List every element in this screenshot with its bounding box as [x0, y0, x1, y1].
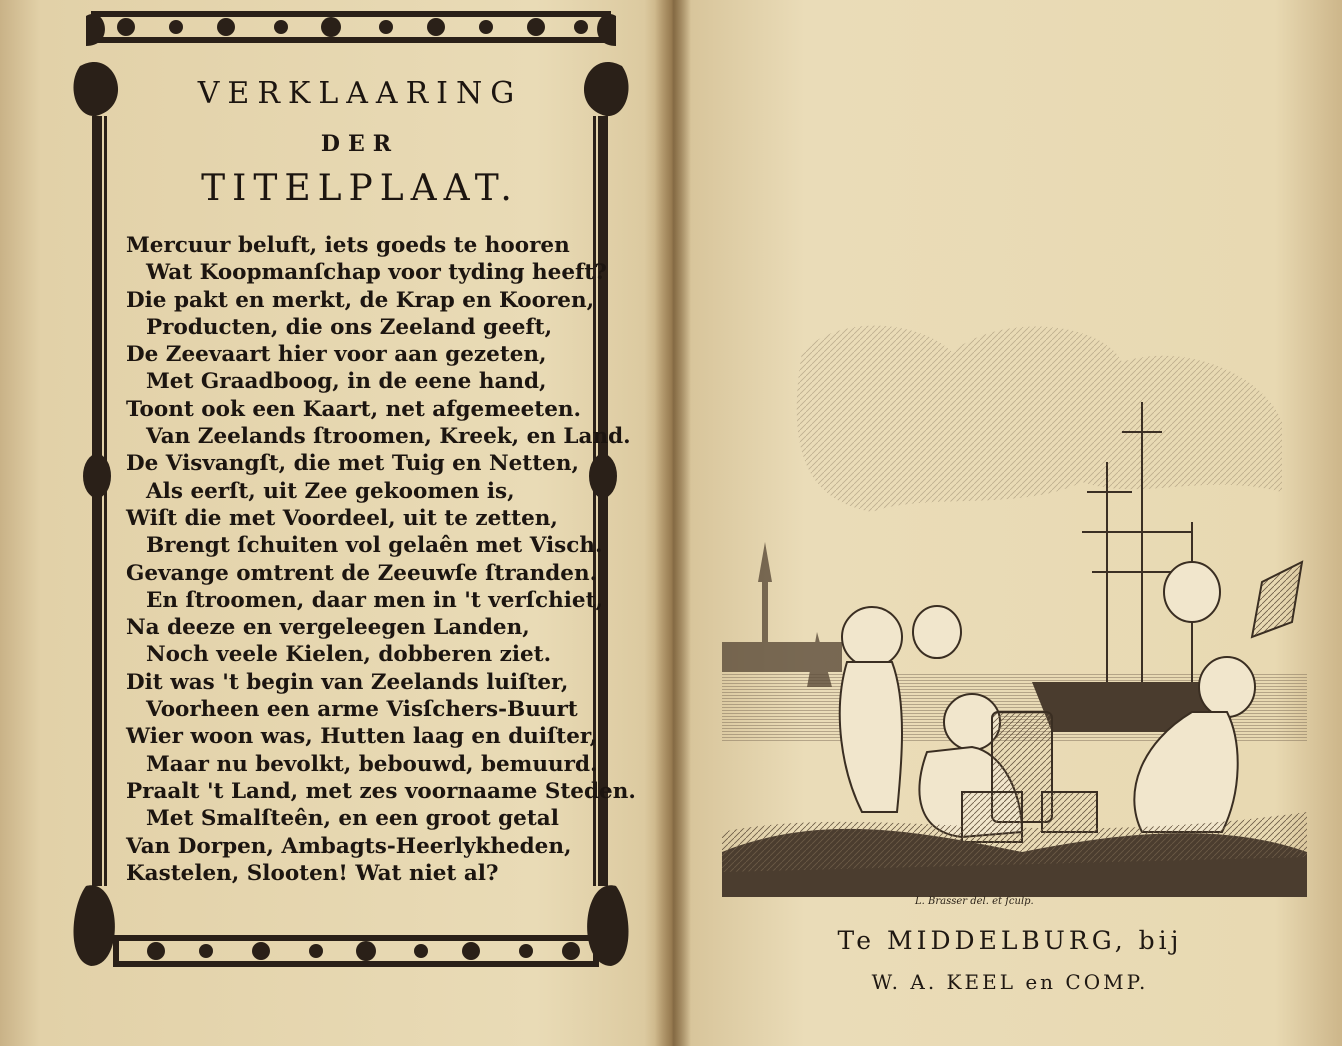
title-titelplaat: TITELPLAAT.: [201, 168, 519, 209]
poem-line: Brengt ſchuiten vol gelaên met Visch.: [146, 533, 603, 559]
poem-line: En ſtroomen, daar men in 't verſchiet,: [146, 587, 603, 613]
poem-line: De Visvangſt, die met Tuig en Netten,: [126, 451, 579, 477]
poem-line: Van Dorpen, Ambagts-Heerlykheden,: [126, 833, 572, 859]
title-der: DER: [320, 131, 400, 157]
poem-line: Producten, die ons Zeeland geeft,: [146, 314, 553, 340]
poem-line: Die pakt en merkt, de Krap en Kooren,: [126, 287, 595, 313]
imprint-city: Te MIDDELBURG, bij: [837, 926, 1183, 955]
poem: [126, 232, 636, 887]
engraver-credit: L. Brasser del. et ſculp.: [915, 896, 1034, 907]
poem-line: Wat Koopmanſchap voor tyding heeft?: [146, 260, 607, 286]
poem-line: Wier woon was, Hutten laag en duiſter,: [126, 724, 598, 750]
poem-line: Van Zeelands ſtroomen, Kreek, en Land.: [146, 424, 631, 450]
poem-line: Gevange omtrent de Zeeuwſe ſtranden.: [126, 560, 598, 586]
poem-line: Noch veele Kielen, dobberen ziet.: [146, 642, 552, 668]
poem-line: Voorheen een arme Visſchers-Buurt: [146, 697, 578, 723]
title-verklaaring: VERKLAARING: [197, 76, 523, 111]
poem-line: Als eerſt, uit Zee gekoomen is,: [146, 478, 515, 504]
poem-line: Maar nu bevolkt, bebouwd, bemuurd.: [146, 751, 598, 777]
poem-line: Met Graadboog, in de eene hand,: [146, 369, 547, 395]
poem-line: Kastelen, Slooten! Wat niet al?: [126, 860, 499, 886]
poem-line: De Zeevaart hier voor aan gezeten,: [126, 342, 547, 368]
poem-line: Praalt 't Land, met zes voornaame Steden.: [126, 778, 636, 804]
frontispiece-engraving: [722, 292, 1307, 897]
poem-line: Toont ook een Kaart, net afgemeeten.: [126, 396, 582, 422]
poem-line: Wiſt die met Voordeel, uit te zetten,: [126, 505, 558, 531]
poem-line: Met Smalſteên, en een groot getal: [146, 806, 559, 832]
poem-line: Dit was 't begin van Zeelands luiſter,: [126, 669, 569, 695]
poem-line: Na deeze en vergeleegen Landen,: [126, 615, 530, 641]
imprint-publisher: W. A. KEEL en COMP.: [871, 970, 1149, 994]
poem-line: Mercuur beluft, iets goeds te hooren: [126, 233, 570, 258]
